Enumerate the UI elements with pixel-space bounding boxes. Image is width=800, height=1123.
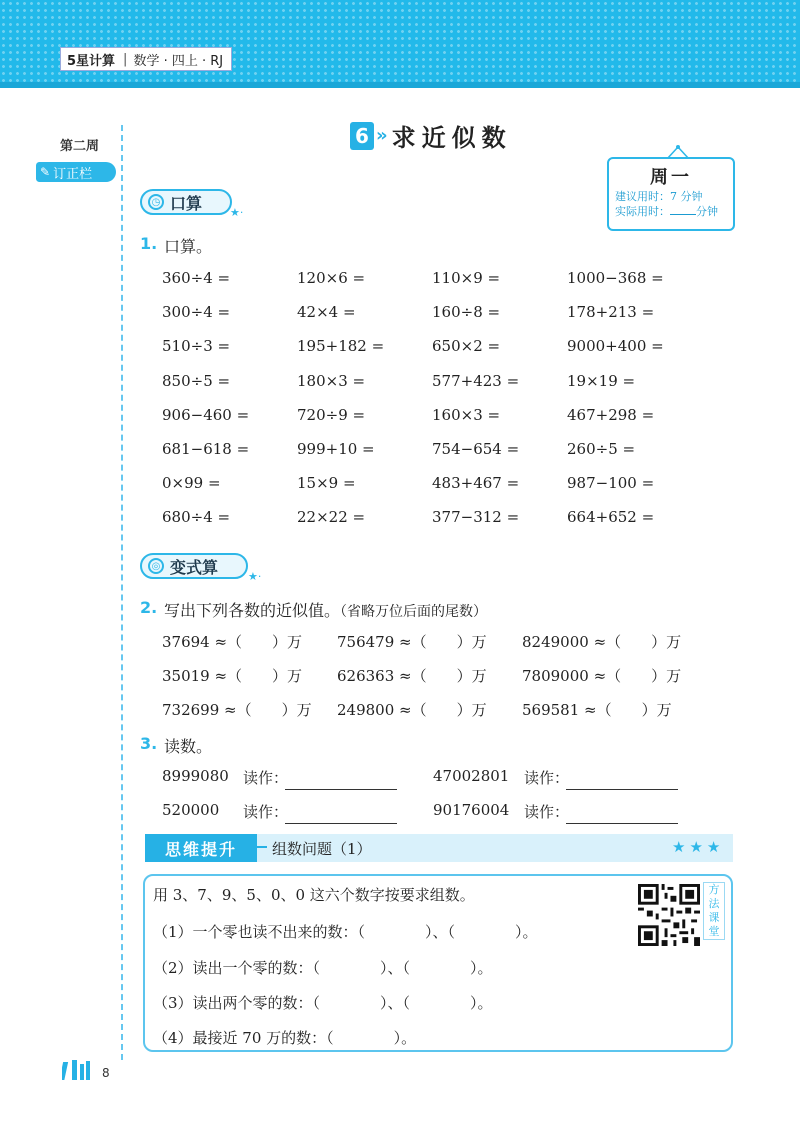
read-number: 47002801 (433, 767, 510, 785)
approximation-item: 249800 ≈（ ）万 (337, 701, 487, 719)
page-number: 8 (102, 1066, 110, 1080)
qr-caption: 方法课堂 (703, 882, 725, 940)
oral-calc-item: 720÷9 = (297, 405, 366, 424)
day-label: 周一 (650, 167, 692, 188)
header-banner (0, 0, 800, 88)
oral-calc-item: 300÷4 = (162, 303, 231, 322)
approximation-item: 756479 ≈（ ）万 (337, 633, 487, 651)
oral-calc-item: 467+298 = (567, 405, 655, 424)
approximation-item: 35019 ≈（ ）万 (162, 667, 303, 685)
oral-calc-item: 577+423 = (432, 371, 520, 390)
oral-calc-item: 664+652 = (567, 508, 655, 527)
margin-divider (121, 125, 123, 1060)
read-label: 读作： (243, 769, 289, 787)
stopwatch-icon: ◷ (148, 194, 164, 210)
approximation-item: 7809000 ≈（ ）万 (522, 667, 682, 685)
qr-code-icon[interactable] (638, 884, 700, 946)
oral-calc-item: 483+467 = (432, 474, 520, 493)
series-brand: 5星计算 (67, 53, 116, 69)
answer-line[interactable] (566, 823, 678, 824)
answer-line[interactable] (285, 823, 397, 824)
oral-calc-item: 0×99 = (162, 474, 221, 493)
approximation-item: 626363 ≈（ ）万 (337, 667, 487, 685)
oral-calc-item: 754−654 = (432, 440, 520, 458)
oral-calc-item: 680÷4 = (162, 508, 231, 527)
section-variant-label: 变式算 (170, 557, 219, 577)
header-strip (0, 82, 800, 88)
answer-line[interactable] (566, 789, 678, 790)
approximation-item: 8249000 ≈（ ）万 (522, 633, 682, 651)
question-2-note: （省略万位后面的尾数） (340, 604, 488, 620)
lesson-title (350, 118, 512, 153)
thinking-connector (257, 846, 267, 848)
read-label: 读作： (524, 769, 570, 787)
oral-calc-item: 850÷5 = (162, 371, 231, 390)
read-number: 8999080 (162, 767, 229, 785)
oral-calc-item: 987−100 = (567, 474, 655, 493)
oral-calc-item: 42×4 = (297, 303, 356, 322)
oral-calc-item: 160×3 = (432, 405, 501, 424)
actual-time-blank[interactable] (670, 214, 696, 215)
oral-calc-item: 1000−368 = (567, 269, 664, 287)
problem-item: （4）最接近 70 万的数：（ ）。 (153, 1029, 417, 1047)
question-2-number: 2. (140, 598, 158, 617)
series-divider: | (123, 51, 128, 67)
oral-calc-item: 377−312 = (432, 508, 520, 527)
fix-column-label: 订正栏 (53, 166, 93, 182)
answer-line[interactable] (285, 789, 397, 790)
oral-calc-item: 360÷4 = (162, 269, 231, 287)
series-course: 数学 · 四上 · RJ (133, 53, 224, 69)
fix-column-tag (36, 162, 116, 182)
thinking-tag: 思维提升 (145, 834, 257, 862)
question-2-main: 写出下列各数的近似值。 (164, 601, 341, 620)
books-icon (62, 1058, 98, 1080)
oral-calc-item: 120×6 = (297, 269, 366, 287)
problem-item: （2）读出一个零的数：（ ）、（ ）。 (153, 959, 493, 977)
question-1-text: 口算。 (164, 237, 213, 256)
question-3-number: 3. (140, 734, 158, 753)
lesson-number: 6 (350, 122, 374, 150)
oral-calc-item: 110×9 = (432, 269, 501, 287)
actual-time-suffix: 分钟 (696, 205, 718, 218)
oral-calc-item: 180×3 = (297, 371, 366, 390)
oral-calc-item: 906−460 = (162, 405, 250, 424)
chevron-right-icon: » (376, 125, 388, 146)
oral-calc-item: 9000+400 = (567, 337, 664, 356)
hanger-icon (667, 145, 689, 159)
problem-item: （1）一个零也读不出来的数：（ ）、（ ）。 (153, 923, 538, 941)
oral-calc-item: 22×22 = (297, 508, 366, 527)
problem-item: （3）读出两个零的数：（ ）、（ ）。 (153, 994, 493, 1012)
read-number: 90176004 (433, 801, 510, 819)
pencil-icon: ✎ (40, 165, 51, 179)
section-tag-variant (140, 553, 248, 579)
week-label: 第二周 (60, 139, 100, 154)
target-icon: ◎ (148, 558, 164, 574)
thinking-title: 组数问题（1） (272, 840, 372, 858)
read-label: 读作： (243, 803, 289, 821)
question-2-text (164, 598, 487, 621)
read-label: 读作： (524, 803, 570, 821)
actual-time-prefix: 实际用时： (615, 205, 670, 218)
oral-calc-item: 260÷5 = (567, 440, 636, 458)
oral-calc-item: 999+10 = (297, 440, 375, 458)
oral-calc-item: 650×2 = (432, 337, 501, 356)
approximation-item: 569581 ≈（ ）万 (522, 701, 672, 719)
oral-calc-item: 15×9 = (297, 474, 356, 493)
star-icon: ★· (248, 570, 262, 583)
oral-calc-item: 681−618 = (162, 440, 250, 458)
problem-prompt: 用 3、7、9、5、0、0 这六个数字按要求组数。 (153, 886, 475, 904)
actual-time (609, 204, 733, 219)
difficulty-stars-icon: ★★★ (672, 838, 725, 856)
oral-calc-item: 19×19 = (567, 371, 636, 390)
oral-calc-item: 178+213 = (567, 303, 655, 322)
day-card (607, 157, 735, 231)
oral-calc-item: 195+182 = (297, 337, 385, 356)
oral-calc-item: 510÷3 = (162, 337, 231, 356)
approximation-item: 732699 ≈（ ）万 (162, 701, 312, 719)
section-oral-label: 口算 (170, 193, 203, 213)
series-tag (60, 47, 232, 71)
lesson-title-text: 求近似数 (391, 124, 512, 152)
section-tag-oral (140, 189, 232, 215)
oral-calc-item: 160÷8 = (432, 303, 501, 322)
approximation-item: 37694 ≈（ ）万 (162, 633, 303, 651)
star-icon: ★· (230, 206, 244, 219)
question-1-number: 1. (140, 234, 158, 253)
suggested-time: 建议用时：7 分钟 (615, 190, 703, 203)
read-number: 520000 (162, 801, 220, 819)
question-3-text: 读数。 (164, 737, 213, 756)
